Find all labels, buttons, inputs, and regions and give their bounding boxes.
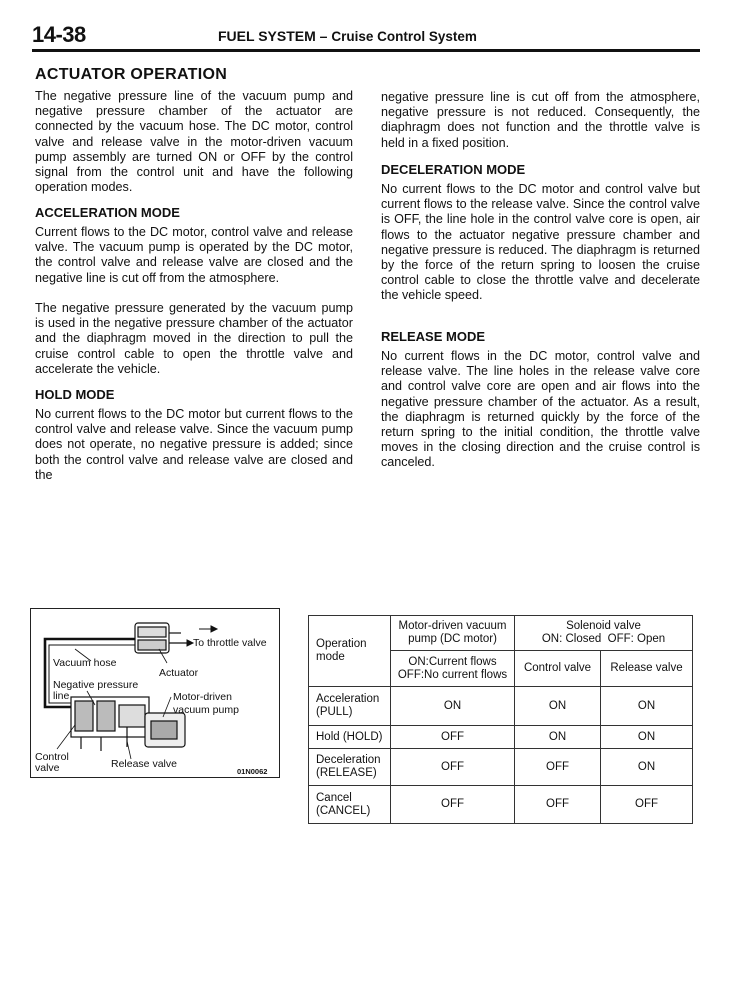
pump-cell: ON: [391, 687, 515, 726]
section-title: FUEL SYSTEM: [218, 28, 316, 44]
acceleration-heading: ACCELERATION MODE: [35, 205, 180, 220]
label-motor-pump-2: vacuum pump: [173, 704, 239, 716]
acceleration-paragraph-1: Current flows to the DC motor, control valve and release valve. The vacuum pump is operated by the DC motor, the control valve and release valve are closed and the negative line is cut off from the atmosphere.: [35, 225, 353, 285]
page-number: 14-38: [32, 22, 86, 47]
control-cell: ON: [515, 687, 601, 726]
control-cell: ON: [515, 726, 601, 749]
control-cell: OFF: [515, 786, 601, 824]
label-release-valve: Release valve: [111, 758, 177, 770]
release-heading: RELEASE MODE: [381, 329, 486, 344]
label-motor-pump-1: Motor-driven: [173, 691, 232, 703]
hold-paragraph-right: negative pressure line is cut off from the atmosphere, negative pressure is not reduced. Consequently, the diaphragm does not function and the throttle valve is held in a fixed position.: [381, 90, 700, 150]
header-release-valve: Release valve: [601, 651, 693, 687]
acceleration-paragraph-2: The negative pressure generated by the vacuum pump is used in the negative pressure chamber of the actuator and the diaphragm moved in the direction to pull the cruise control cable to open the throttle valve and accelerate the vehicle.: [35, 301, 353, 376]
label-control-valve-2: valve: [35, 762, 60, 774]
operation-mode-table: [308, 615, 693, 824]
release-paragraph: No current flows in the DC motor, control valve and release valve. The line holes in the release valve core and control valve core are open and air flows into the negative pressure chamber of the actuator. As a result, the diaphragm is returned quickly by the force of the return spring to the initial condition, the throttle valve moves in the closing direction and the cruise control is canceled.: [381, 349, 700, 470]
control-cell: OFF: [515, 749, 601, 786]
mode-cell: Cancel (CANCEL): [309, 786, 391, 824]
diagram-code: 01N0062: [237, 767, 268, 776]
label-actuator: Actuator: [159, 667, 199, 679]
page-header: [32, 20, 700, 50]
pump-cell: OFF: [391, 726, 515, 749]
header-rule: [32, 49, 700, 52]
header-vacuum-pump: Motor-driven vacuum pump (DC motor): [391, 616, 515, 651]
actuator-diagram: [30, 608, 280, 778]
label-vacuum-hose: Vacuum hose: [53, 657, 117, 669]
table-row: [309, 687, 693, 726]
header-control-valve: Control valve: [515, 651, 601, 687]
label-to-throttle: To throttle valve: [193, 637, 267, 649]
deceleration-heading: DECELERATION MODE: [381, 162, 526, 177]
label-neg-pressure-2: line: [53, 690, 70, 702]
mode-cell: Acceleration (PULL): [309, 687, 391, 726]
table-row: [309, 726, 693, 749]
deceleration-paragraph: No current flows to the DC motor and control valve but current flows to the release valve. Since the control valve is OFF, the line hole in the control valve core is open, air flows to the actuator negative pressure chamber and negative pressure is reduced. The diaphragm is returned by the force of the return spring to loosen the cruise control cable to close the throttle valve and decelerate the vehicle speed.: [381, 182, 700, 303]
title-dash: –: [315, 28, 332, 44]
subsection-title: Cruise Control System: [331, 29, 477, 44]
header-solenoid-valve: Solenoid valve ON: Closed OFF: Open: [515, 616, 693, 651]
table-header-row: [309, 616, 693, 651]
label-neg-pressure-1: Negative pressure: [53, 679, 139, 691]
pump-cell: OFF: [391, 749, 515, 786]
page-title: [218, 28, 477, 44]
mode-cell: Deceleration (RELEASE): [309, 749, 391, 786]
pump-cell: OFF: [391, 786, 515, 824]
intro-paragraph: The negative pressure line of the vacuum pump and negative pressure chamber of the actuator are connected by the vacuum hose. The DC motor, control valve and release valve in the motor-driven vacuum pump assembly are turned ON or OFF by the control signal from the control unit and have the following operation modes.: [35, 89, 353, 195]
hold-paragraph-left: No current flows to the DC motor but current flows to the control valve and release valve. Since the vacuum pump does not operate, no negative pressure is added; since both the control valve and release valve are closed and the: [35, 407, 353, 482]
label-control-valve-1: Control: [35, 751, 69, 763]
hold-heading: HOLD MODE: [35, 387, 115, 402]
release-cell: ON: [601, 687, 693, 726]
header-onoff-legend: ON:Current flows OFF:No current flows: [391, 651, 515, 687]
table-row: [309, 786, 693, 824]
release-cell: ON: [601, 726, 693, 749]
release-cell: OFF: [601, 786, 693, 824]
header-operation-mode: Operation mode: [309, 616, 391, 687]
table-row: [309, 749, 693, 786]
release-cell: ON: [601, 749, 693, 786]
main-heading: ACTUATOR OPERATION: [35, 66, 228, 83]
mode-cell: Hold (HOLD): [309, 726, 391, 749]
